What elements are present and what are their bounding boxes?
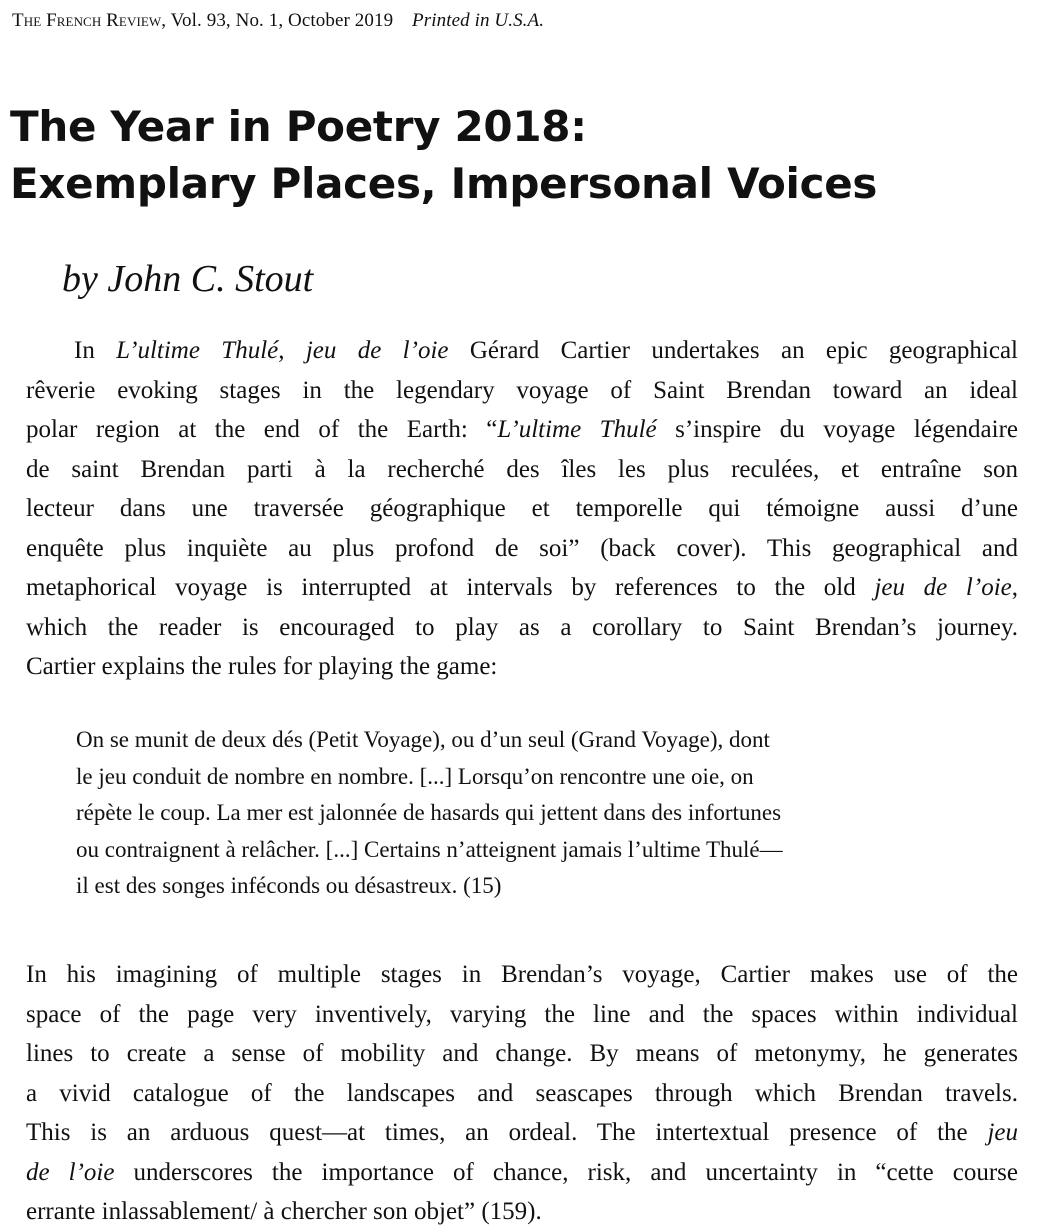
issue-info: Vol. 93, No. 1, October 2019 <box>170 10 394 31</box>
body-paragraph-1 <box>26 331 1026 687</box>
article-title-line-2: Exemplary Places, Impersonal Voices <box>10 159 878 208</box>
quote-line: On se munit de deux dés (Petit Voyage), ou d’un seul (Grand Voyage), dont <box>76 727 770 752</box>
article-title <box>10 98 877 212</box>
text-line: rêverie evoking stages in the legendary voyage of Saint Brendan toward an ideal <box>26 376 1018 404</box>
quote-line: il est des songes inféconds ou désastreux. (15) <box>76 873 502 898</box>
text-line: polar region at the end of the Earth: “L’ultime Thulé s’inspire du voyage légendaire <box>26 416 1018 443</box>
text-line: de saint Brendan parti à la recherché des îles les plus reculées, et entraîne son <box>26 455 1018 483</box>
game-title: jeu <box>987 1119 1018 1146</box>
game-title: de l’oie <box>26 1158 115 1186</box>
quote-line: le jeu conduit de nombre en nombre. [...] Lorsqu’on rencontre une oie, on <box>76 763 754 789</box>
journal-name: The French Review, <box>12 10 167 31</box>
text-line: which the reader is encouraged to play as a corollary to Saint Brendan’s journey. <box>26 613 1018 641</box>
body-paragraph-2 <box>26 955 1026 1232</box>
game-title: jeu de l’oie <box>874 574 1012 601</box>
text-line: a vivid catalogue of the landscapes and seascapes through which Brendan travels. <box>26 1079 1018 1107</box>
quote-line: ou contraignent à relâcher. [...] Certains n’atteignent jamais l’ultime Thulé— <box>76 836 783 862</box>
text-line: In L’ultime Thulé, jeu de l’oie Gérard Cartier undertakes an epic geographical <box>74 337 1019 364</box>
book-title: L’ultime Thulé, jeu de l’oie <box>116 337 449 364</box>
text-line: errante inlassablement/ à chercher son objet” (159). <box>26 1198 542 1225</box>
author-byline: by John C. Stout <box>62 258 314 300</box>
text-line: enquête plus inquiète au plus profond de soi” (back cover). This geographical and <box>26 534 1018 562</box>
printed-note: Printed in U.S.A. <box>412 10 545 31</box>
text-line: This is an arduous quest—at times, an ordeal. The intertextual presence of the jeu <box>26 1119 1018 1146</box>
block-quote <box>76 722 971 905</box>
running-head <box>12 8 544 34</box>
text-line: In his imagining of multiple stages in Brendan’s voyage, Cartier makes use of the <box>26 961 1018 988</box>
text-line: de l’oie underscores the importance of chance, risk, and uncertainty in “cette course <box>26 1158 1018 1186</box>
text-line: space of the page very inventively, varying the line and the spaces within individual <box>26 1000 1018 1028</box>
text-line: lecteur dans une traversée géographique et temporelle qui témoigne aussi d’une <box>26 495 1018 522</box>
book-title: L’ultime Thulé <box>497 416 657 443</box>
text-line: metaphorical voyage is interrupted at intervals by references to the old jeu de l’oie, <box>26 574 1018 601</box>
quote-line: répète le coup. La mer est jalonnée de hasards qui jettent dans des infortunes <box>76 800 782 825</box>
text-line: Cartier explains the rules for playing the game: <box>26 653 498 680</box>
text-line: lines to create a sense of mobility and change. By means of metonymy, he generates <box>26 1040 1018 1067</box>
article-title-line-1: The Year in Poetry 2018: <box>10 102 587 151</box>
